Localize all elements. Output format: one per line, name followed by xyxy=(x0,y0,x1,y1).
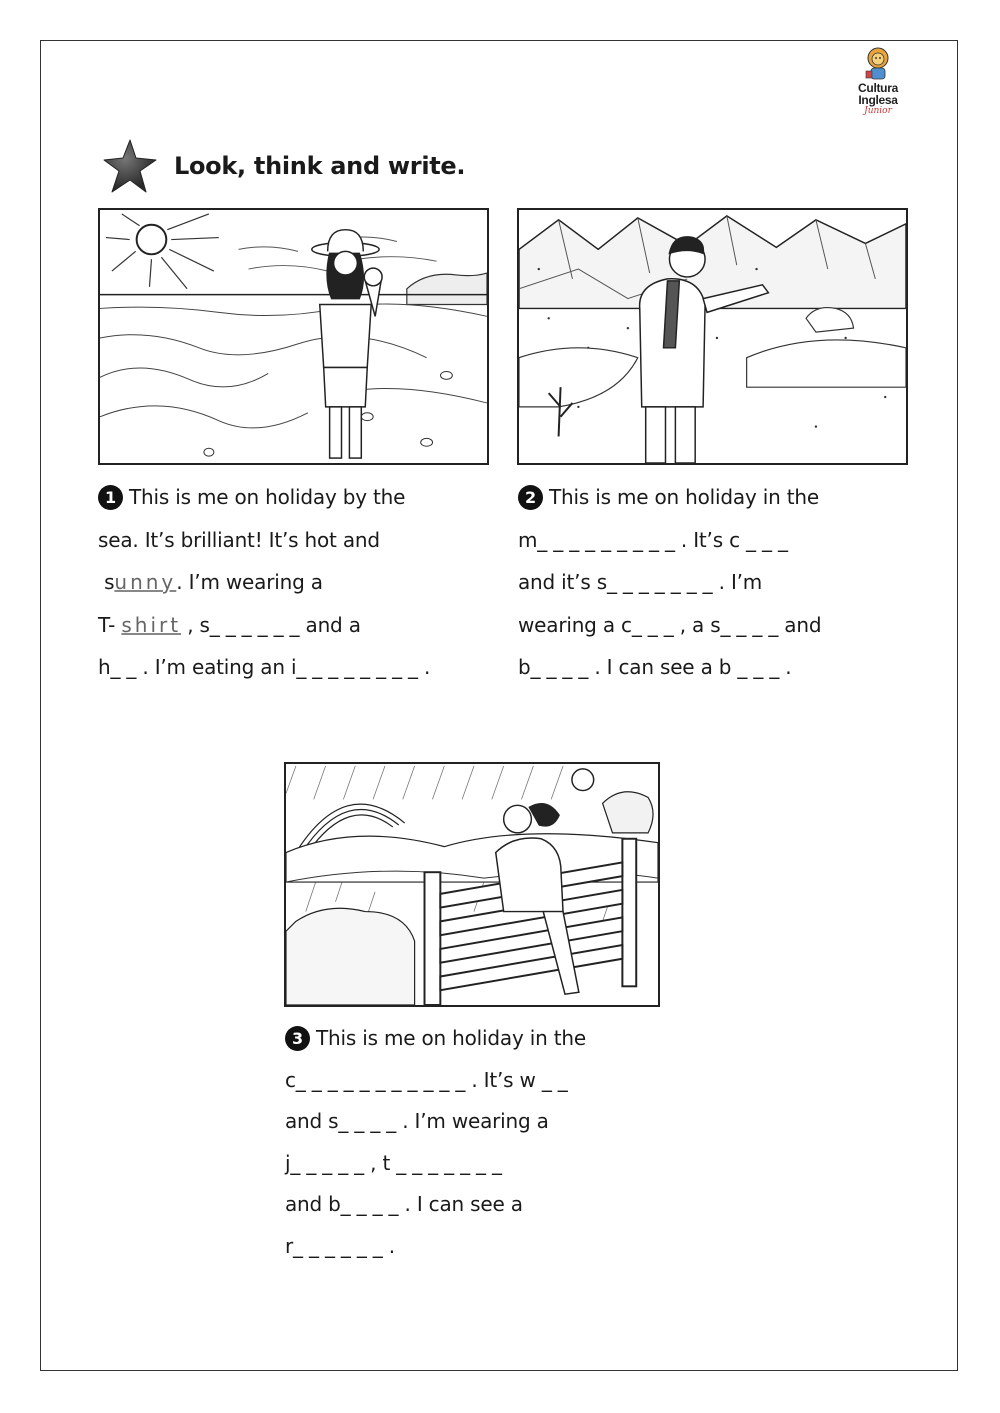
exercise-2 xyxy=(518,476,821,689)
exercise-1-line-2: sea. It’s brilliant! It’s hot and xyxy=(98,527,380,552)
exercise-2-line-4: wearing a c_ _ _ , a s_ _ _ _ and xyxy=(518,612,822,637)
exercise-1-line-3: sunny. I’m wearing a xyxy=(104,570,323,594)
lion-mascot-icon xyxy=(861,46,895,82)
cultura-inglesa-logo xyxy=(846,46,910,130)
logo-line-1: Cultura xyxy=(858,81,898,95)
example-answer-sunny: unny xyxy=(114,570,177,594)
example-answer-tshirt: shirt xyxy=(121,612,182,637)
exercise-3 xyxy=(285,1018,586,1267)
exercise-2-line-2: m_ _ _ _ _ _ _ _ _ . It’s c _ _ _ xyxy=(518,527,788,552)
exercise-1-line-5: h_ _ . I’m eating an i_ _ _ _ _ _ _ _ . xyxy=(98,655,431,679)
mountain-illustration xyxy=(517,208,908,465)
beach-illustration xyxy=(98,208,489,465)
exercise-number-1: 1 xyxy=(98,485,123,510)
exercise-3-line-5: and b_ _ _ _ . I can see a xyxy=(285,1192,523,1216)
star-icon xyxy=(100,136,160,196)
exercise-2-line-5: b_ _ _ _ . I can see a b _ _ _ . xyxy=(518,655,792,679)
exercise-1-line-1: 1 This is me on holiday by the xyxy=(98,476,430,519)
exercise-3-line-1: 3 This is me on holiday in the xyxy=(285,1018,586,1060)
exercise-3-line-3: and s_ _ _ _ . I’m wearing a xyxy=(285,1109,549,1133)
exercise-3-line-2: c_ _ _ _ _ _ _ _ _ _ _ . It’s w _ _ xyxy=(285,1067,568,1092)
logo-line-2: Inglesa xyxy=(858,93,898,107)
exercise-2-line-1: 2 This is me on holiday in the xyxy=(518,476,821,519)
logo-line-3: Junior xyxy=(864,106,892,116)
exercise-number-2: 2 xyxy=(518,485,543,510)
heading-text: Look, think and write. xyxy=(174,152,466,180)
countryside-illustration xyxy=(284,762,660,1007)
exercise-3-line-6: r_ _ _ _ _ _ . xyxy=(285,1233,395,1258)
exercise-1 xyxy=(98,476,430,689)
exercise-3-line-4: j_ _ _ _ _ , t _ _ _ _ _ _ _ xyxy=(285,1150,502,1175)
instruction-heading xyxy=(100,134,465,198)
exercise-number-3: 3 xyxy=(285,1026,310,1051)
exercise-1-line-4: T- shirt , s_ _ _ _ _ _ and a xyxy=(98,612,361,637)
exercise-2-line-3: and it’s s_ _ _ _ _ _ _ . I’m xyxy=(518,570,763,594)
